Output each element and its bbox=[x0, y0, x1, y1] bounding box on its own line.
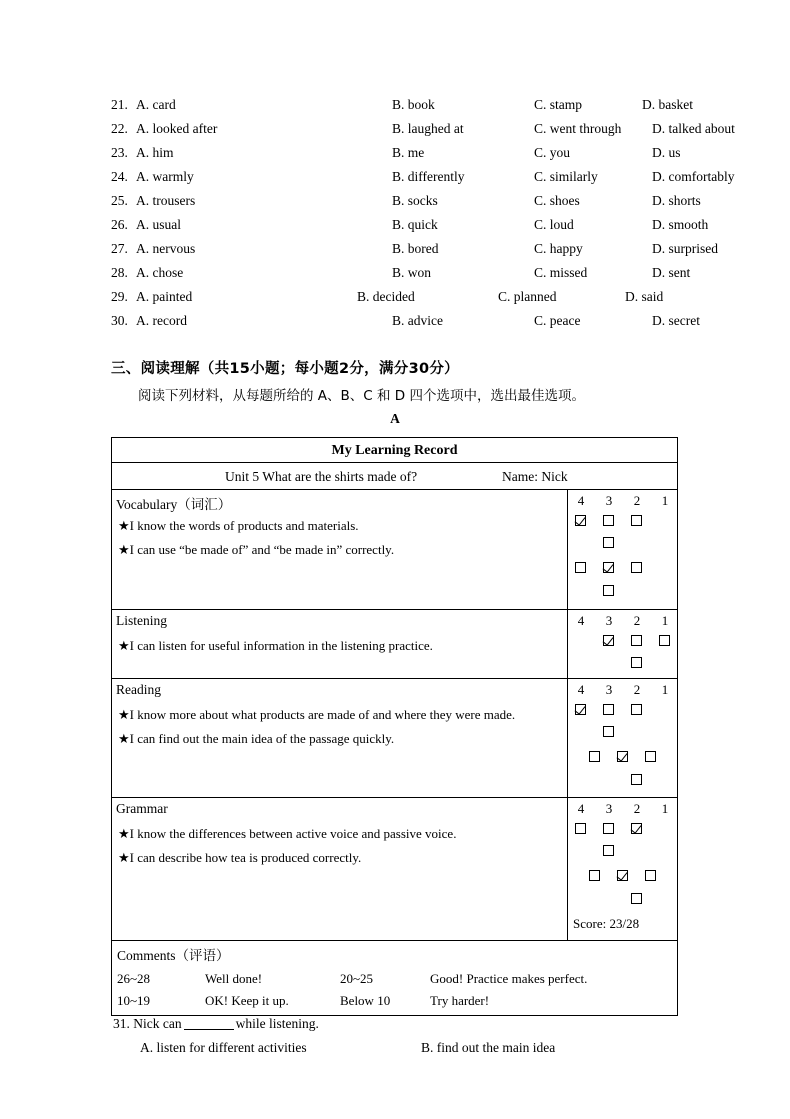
scale-label-3: 3 bbox=[605, 801, 613, 816]
skill-row-reading bbox=[112, 679, 677, 798]
checkbox[interactable] bbox=[659, 635, 670, 646]
comment-range: 20~25 bbox=[340, 971, 374, 986]
cloze-option-c[interactable]: C. you bbox=[534, 145, 571, 160]
cloze-option-row bbox=[111, 261, 691, 285]
checkbox[interactable] bbox=[603, 537, 614, 548]
skill-left-pane-vocabulary bbox=[112, 490, 568, 609]
scale-label-1: 1 bbox=[661, 613, 669, 628]
checkbox-row bbox=[568, 585, 678, 603]
cloze-option-row bbox=[111, 93, 693, 117]
answer-blank[interactable] bbox=[184, 1029, 234, 1030]
checkbox[interactable] bbox=[631, 893, 642, 904]
skill-name-vocabulary: Vocabulary（词汇） bbox=[116, 497, 232, 512]
skill-item: ★I know more about what products are made of and where they were made. bbox=[118, 707, 516, 722]
question-number: 25. bbox=[111, 193, 128, 208]
scale-label-4: 4 bbox=[577, 682, 585, 697]
scale-label-2: 2 bbox=[633, 682, 641, 697]
checkbox[interactable] bbox=[631, 704, 642, 715]
passage-letter: A bbox=[390, 411, 400, 426]
record-student-name: Name: Nick bbox=[502, 469, 568, 484]
question-number: 27. bbox=[111, 241, 128, 256]
cloze-option-c[interactable]: C. happy bbox=[534, 241, 583, 256]
rating-scale-header bbox=[568, 613, 678, 631]
cloze-option-a[interactable]: A. him bbox=[136, 145, 174, 160]
cloze-option-row bbox=[111, 285, 681, 309]
cloze-option-b[interactable]: B. book bbox=[392, 97, 435, 112]
cloze-option-a[interactable]: A. usual bbox=[136, 217, 181, 232]
scale-label-1: 1 bbox=[661, 682, 669, 697]
checkbox-row bbox=[568, 657, 678, 675]
question-31-prefix: 31. Nick can bbox=[113, 1016, 182, 1031]
question-number: 28. bbox=[111, 265, 128, 280]
checkbox-checked[interactable] bbox=[617, 870, 628, 881]
rating-scale-header bbox=[568, 493, 678, 511]
skill-item: ★I can use “be made of” and “be made in” correctly. bbox=[118, 542, 395, 557]
cloze-option-b[interactable]: B. advice bbox=[392, 313, 443, 328]
cloze-option-row bbox=[111, 189, 701, 213]
checkbox-row bbox=[568, 845, 678, 863]
question-number: 21. bbox=[111, 97, 128, 112]
checkbox-checked[interactable] bbox=[631, 823, 642, 834]
section-heading: 三、阅读理解（共15小题；每小题2分，满分30分） bbox=[111, 361, 459, 377]
cloze-option-a[interactable]: A. trousers bbox=[136, 193, 196, 208]
question-number: 23. bbox=[111, 145, 128, 160]
cloze-option-d[interactable]: D. shorts bbox=[652, 193, 701, 208]
skill-left-pane-grammar bbox=[112, 798, 568, 940]
cloze-option-c[interactable]: C. stamp bbox=[534, 97, 583, 112]
rating-scale-header bbox=[568, 682, 678, 700]
cloze-option-b[interactable]: B. socks bbox=[392, 193, 438, 208]
cloze-option-row bbox=[111, 117, 735, 141]
cloze-option-row bbox=[111, 141, 681, 165]
scale-label-4: 4 bbox=[577, 613, 585, 628]
checkbox-row bbox=[568, 751, 678, 769]
section-instruction: 阅读下列材料，从每题所给的 A、B、C 和 D 四个选项中，选出最佳选项。 bbox=[138, 388, 585, 404]
cloze-option-b[interactable]: B. decided bbox=[357, 289, 415, 304]
checkbox-row bbox=[568, 635, 678, 653]
scale-label-3: 3 bbox=[605, 493, 613, 508]
cloze-option-d[interactable]: D. comfortably bbox=[652, 169, 735, 184]
cloze-option-c[interactable]: C. went through bbox=[534, 121, 622, 136]
comment-text: Good! Practice makes perfect. bbox=[430, 971, 588, 986]
checkbox[interactable] bbox=[631, 635, 642, 646]
checkbox[interactable] bbox=[575, 823, 586, 834]
cloze-option-c[interactable]: C. loud bbox=[534, 217, 574, 232]
checkbox-row bbox=[568, 515, 678, 533]
skill-left-pane-reading bbox=[112, 679, 568, 797]
skill-item: ★I know the differences between active voice and passive voice. bbox=[118, 826, 457, 841]
question-number: 30. bbox=[111, 313, 128, 328]
skill-row-vocabulary bbox=[112, 490, 677, 610]
checkbox-checked[interactable] bbox=[603, 635, 614, 646]
question-number: 22. bbox=[111, 121, 128, 136]
skill-name-reading: Reading bbox=[116, 682, 161, 697]
checkbox-row bbox=[568, 774, 678, 792]
checkbox-checked[interactable] bbox=[603, 562, 614, 573]
rating-pane-listening bbox=[568, 610, 678, 678]
scale-label-4: 4 bbox=[577, 493, 585, 508]
cloze-option-d[interactable]: D. secret bbox=[652, 313, 700, 328]
question-number: 24. bbox=[111, 169, 128, 184]
checkbox[interactable] bbox=[575, 562, 586, 573]
score-value: Score: 23/28 bbox=[573, 916, 640, 931]
cloze-option-d[interactable]: D. basket bbox=[642, 97, 693, 112]
checkbox-checked[interactable] bbox=[575, 515, 586, 526]
scale-label-2: 2 bbox=[633, 493, 641, 508]
checkbox[interactable] bbox=[603, 515, 614, 526]
comments-row bbox=[112, 941, 677, 1015]
rating-pane-grammar bbox=[568, 798, 678, 940]
scale-label-2: 2 bbox=[633, 801, 641, 816]
cloze-option-a[interactable]: A. warmly bbox=[136, 169, 194, 184]
checkbox-row bbox=[568, 704, 678, 722]
checkbox[interactable] bbox=[631, 774, 642, 785]
checkbox[interactable] bbox=[603, 845, 614, 856]
cloze-option-a[interactable]: A. chose bbox=[136, 265, 184, 280]
checkbox[interactable] bbox=[589, 870, 600, 881]
cloze-option-row bbox=[111, 309, 700, 333]
scale-label-3: 3 bbox=[605, 613, 613, 628]
comments-title: Comments（评语） bbox=[117, 948, 230, 963]
checkbox[interactable] bbox=[645, 870, 656, 881]
cloze-option-d[interactable]: D. talked about bbox=[652, 121, 735, 136]
scale-label-3: 3 bbox=[605, 682, 613, 697]
cloze-option-c[interactable]: C. planned bbox=[498, 289, 557, 304]
cloze-option-a[interactable]: A. looked after bbox=[136, 121, 218, 136]
checkbox-checked[interactable] bbox=[617, 751, 628, 762]
skill-left-pane-listening bbox=[112, 610, 568, 678]
cloze-option-b[interactable]: B. won bbox=[392, 265, 432, 280]
cloze-option-d[interactable]: D. sent bbox=[652, 265, 691, 280]
cloze-option-b[interactable]: B. laughed at bbox=[392, 121, 464, 136]
cloze-option-b[interactable]: B. differently bbox=[392, 169, 465, 184]
rating-scale-header bbox=[568, 801, 678, 819]
cloze-option-b[interactable]: B. me bbox=[392, 145, 425, 160]
checkbox[interactable] bbox=[603, 704, 614, 715]
checkbox-row bbox=[568, 893, 678, 911]
skill-name-grammar: Grammar bbox=[116, 801, 168, 816]
checkbox[interactable] bbox=[603, 823, 614, 834]
cloze-option-a[interactable]: A. record bbox=[136, 313, 187, 328]
cloze-option-b[interactable]: B. quick bbox=[392, 217, 438, 232]
cloze-option-d[interactable]: D. us bbox=[652, 145, 681, 160]
comment-range: 10~19 bbox=[117, 993, 151, 1008]
question-31-option-b[interactable]: B. find out the main idea bbox=[421, 1040, 556, 1055]
comment-text: OK! Keep it up. bbox=[205, 993, 289, 1008]
rating-pane-vocabulary bbox=[568, 490, 678, 609]
cloze-option-d[interactable]: D. said bbox=[625, 289, 664, 304]
cloze-option-c[interactable]: C. similarly bbox=[534, 169, 598, 184]
checkbox-row bbox=[568, 823, 678, 841]
record-unit: Unit 5 What are the shirts made of? bbox=[225, 469, 418, 484]
checkbox[interactable] bbox=[645, 751, 656, 762]
comment-range: 26~28 bbox=[117, 971, 151, 986]
record-title: My Learning Record bbox=[112, 438, 677, 463]
cloze-options-list bbox=[111, 93, 735, 333]
checkbox-checked[interactable] bbox=[575, 704, 586, 715]
record-unit-row bbox=[112, 463, 677, 490]
skill-item: ★I can describe how tea is produced correctly. bbox=[118, 850, 362, 865]
checkbox-row bbox=[568, 870, 678, 888]
checkbox[interactable] bbox=[589, 751, 600, 762]
scale-label-1: 1 bbox=[661, 493, 669, 508]
cloze-option-b[interactable]: B. bored bbox=[392, 241, 439, 256]
checkbox[interactable] bbox=[631, 515, 642, 526]
scale-label-4: 4 bbox=[577, 801, 585, 816]
checkbox[interactable] bbox=[631, 657, 642, 668]
checkbox[interactable] bbox=[603, 585, 614, 596]
learning-record-table bbox=[111, 437, 678, 1016]
checkbox-row bbox=[568, 726, 678, 744]
cloze-option-row bbox=[111, 165, 735, 189]
skill-item: ★I know the words of products and materials. bbox=[118, 518, 359, 533]
question-number: 26. bbox=[111, 217, 128, 232]
cloze-option-d[interactable]: D. surprised bbox=[652, 241, 718, 256]
skill-row-grammar bbox=[112, 798, 677, 941]
cloze-option-a[interactable]: A. painted bbox=[136, 289, 193, 304]
skill-name-listening: Listening bbox=[116, 613, 167, 628]
comment-range: Below 10 bbox=[340, 993, 391, 1008]
cloze-option-row bbox=[111, 213, 709, 237]
checkbox-row bbox=[568, 537, 678, 555]
skill-item: ★I can listen for useful information in the listening practice. bbox=[118, 638, 433, 653]
question-number: 29. bbox=[111, 289, 128, 304]
comment-text: Try harder! bbox=[430, 993, 490, 1008]
cloze-option-a[interactable]: A. card bbox=[136, 97, 176, 112]
cloze-option-a[interactable]: A. nervous bbox=[136, 241, 196, 256]
cloze-option-c[interactable]: C. peace bbox=[534, 313, 581, 328]
cloze-option-d[interactable]: D. smooth bbox=[652, 217, 709, 232]
checkbox[interactable] bbox=[631, 562, 642, 573]
checkbox[interactable] bbox=[603, 726, 614, 737]
scale-label-1: 1 bbox=[661, 801, 669, 816]
comment-text: Well done! bbox=[205, 971, 263, 986]
rating-pane-reading bbox=[568, 679, 678, 797]
checkbox-row bbox=[568, 562, 678, 580]
skill-row-listening bbox=[112, 610, 677, 679]
question-31-option-a[interactable]: A. listen for different activities bbox=[140, 1040, 307, 1055]
cloze-option-row bbox=[111, 237, 718, 261]
skill-item: ★I can find out the main idea of the passage quickly. bbox=[118, 731, 395, 746]
question-31 bbox=[113, 1016, 319, 1032]
cloze-option-c[interactable]: C. shoes bbox=[534, 193, 580, 208]
cloze-option-c[interactable]: C. missed bbox=[534, 265, 588, 280]
scale-label-2: 2 bbox=[633, 613, 641, 628]
question-31-suffix: while listening. bbox=[235, 1016, 319, 1031]
